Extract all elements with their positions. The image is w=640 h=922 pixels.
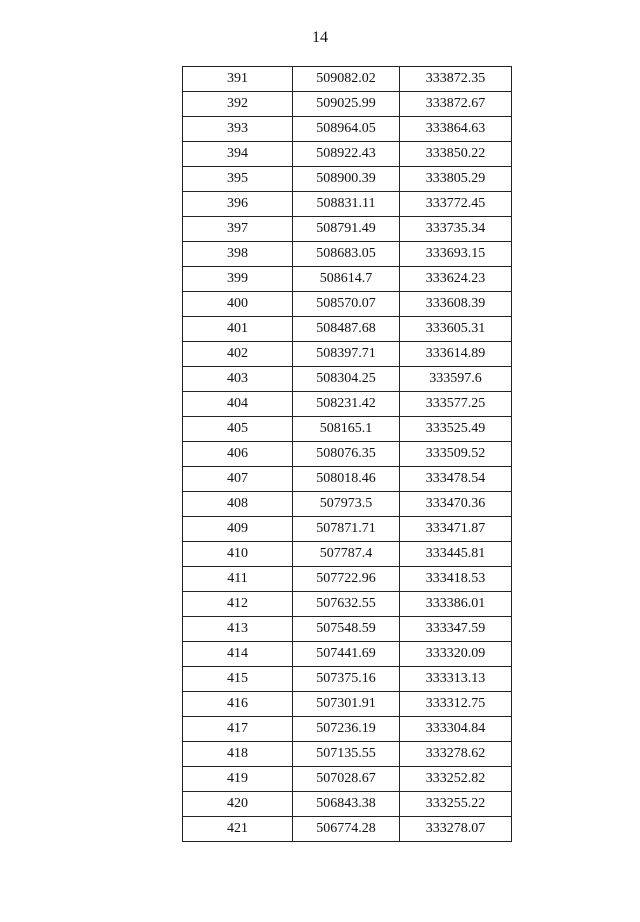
y-coordinate-cell: 333313.13 xyxy=(400,667,512,692)
y-coordinate-cell: 333735.34 xyxy=(400,217,512,242)
table-row xyxy=(183,592,512,617)
point-number-cell: 419 xyxy=(183,767,293,792)
table-row xyxy=(183,217,512,242)
table-row xyxy=(183,617,512,642)
page-number: 14 xyxy=(312,29,328,46)
y-coordinate-cell: 333304.84 xyxy=(400,717,512,742)
table-row xyxy=(183,267,512,292)
table-row xyxy=(183,442,512,467)
x-coordinate-cell: 507871.71 xyxy=(293,517,400,542)
y-coordinate-cell: 333418.53 xyxy=(400,567,512,592)
point-number-cell: 403 xyxy=(183,367,293,392)
y-coordinate-cell: 333312.75 xyxy=(400,692,512,717)
x-coordinate-cell: 507632.55 xyxy=(293,592,400,617)
point-number-cell: 407 xyxy=(183,467,293,492)
table-row xyxy=(183,242,512,267)
table-row xyxy=(183,192,512,217)
x-coordinate-cell: 508165.1 xyxy=(293,417,400,442)
point-number-cell: 398 xyxy=(183,242,293,267)
table-row xyxy=(183,392,512,417)
table-row xyxy=(183,92,512,117)
point-number-cell: 413 xyxy=(183,617,293,642)
table-row xyxy=(183,417,512,442)
y-coordinate-cell: 333605.31 xyxy=(400,317,512,342)
table-row xyxy=(183,317,512,342)
point-number-cell: 406 xyxy=(183,442,293,467)
x-coordinate-cell: 508922.43 xyxy=(293,142,400,167)
x-coordinate-cell: 508831.11 xyxy=(293,192,400,217)
x-coordinate-cell: 507375.16 xyxy=(293,667,400,692)
table-row xyxy=(183,567,512,592)
point-number-cell: 410 xyxy=(183,542,293,567)
x-coordinate-cell: 508964.05 xyxy=(293,117,400,142)
x-coordinate-cell: 507028.67 xyxy=(293,767,400,792)
x-coordinate-cell: 508570.07 xyxy=(293,292,400,317)
point-number-cell: 411 xyxy=(183,567,293,592)
x-coordinate-cell: 507787.4 xyxy=(293,542,400,567)
point-number-cell: 417 xyxy=(183,717,293,742)
y-coordinate-cell: 333445.81 xyxy=(400,542,512,567)
y-coordinate-cell: 333252.82 xyxy=(400,767,512,792)
x-coordinate-cell: 507722.96 xyxy=(293,567,400,592)
point-number-cell: 397 xyxy=(183,217,293,242)
y-coordinate-cell: 333320.09 xyxy=(400,642,512,667)
x-coordinate-cell: 508487.68 xyxy=(293,317,400,342)
x-coordinate-cell: 507236.19 xyxy=(293,717,400,742)
point-number-cell: 394 xyxy=(183,142,293,167)
y-coordinate-cell: 333278.07 xyxy=(400,817,512,842)
x-coordinate-cell: 508076.35 xyxy=(293,442,400,467)
point-number-cell: 401 xyxy=(183,317,293,342)
table-row xyxy=(183,792,512,817)
y-coordinate-cell: 333347.59 xyxy=(400,617,512,642)
x-coordinate-cell: 508018.46 xyxy=(293,467,400,492)
x-coordinate-cell: 508614.7 xyxy=(293,267,400,292)
x-coordinate-cell: 508397.71 xyxy=(293,342,400,367)
table-row xyxy=(183,367,512,392)
table-row xyxy=(183,492,512,517)
x-coordinate-cell: 507548.59 xyxy=(293,617,400,642)
table-row xyxy=(183,767,512,792)
x-coordinate-cell: 509025.99 xyxy=(293,92,400,117)
table-row xyxy=(183,717,512,742)
y-coordinate-cell: 333805.29 xyxy=(400,167,512,192)
x-coordinate-cell: 508791.49 xyxy=(293,217,400,242)
point-number-cell: 391 xyxy=(183,67,293,92)
y-coordinate-cell: 333608.39 xyxy=(400,292,512,317)
table-row xyxy=(183,667,512,692)
point-number-cell: 396 xyxy=(183,192,293,217)
y-coordinate-cell: 333509.52 xyxy=(400,442,512,467)
table-row xyxy=(183,742,512,767)
y-coordinate-cell: 333872.35 xyxy=(400,67,512,92)
point-number-cell: 415 xyxy=(183,667,293,692)
point-number-cell: 392 xyxy=(183,92,293,117)
point-number-cell: 414 xyxy=(183,642,293,667)
table-row xyxy=(183,467,512,492)
table-row xyxy=(183,167,512,192)
table-row xyxy=(183,817,512,842)
y-coordinate-cell: 333278.62 xyxy=(400,742,512,767)
point-number-cell: 393 xyxy=(183,117,293,142)
x-coordinate-cell: 508683.05 xyxy=(293,242,400,267)
point-number-cell: 408 xyxy=(183,492,293,517)
table-row xyxy=(183,642,512,667)
table-row xyxy=(183,117,512,142)
table-row xyxy=(183,67,512,92)
y-coordinate-cell: 333772.45 xyxy=(400,192,512,217)
table-row xyxy=(183,142,512,167)
point-number-cell: 395 xyxy=(183,167,293,192)
x-coordinate-cell: 508900.39 xyxy=(293,167,400,192)
point-number-cell: 412 xyxy=(183,592,293,617)
y-coordinate-cell: 333850.22 xyxy=(400,142,512,167)
point-number-cell: 420 xyxy=(183,792,293,817)
y-coordinate-cell: 333577.25 xyxy=(400,392,512,417)
point-number-cell: 399 xyxy=(183,267,293,292)
point-number-cell: 402 xyxy=(183,342,293,367)
x-coordinate-cell: 508304.25 xyxy=(293,367,400,392)
y-coordinate-cell: 333386.01 xyxy=(400,592,512,617)
y-coordinate-cell: 333255.22 xyxy=(400,792,512,817)
y-coordinate-cell: 333597.6 xyxy=(400,367,512,392)
x-coordinate-cell: 506774.28 xyxy=(293,817,400,842)
y-coordinate-cell: 333470.36 xyxy=(400,492,512,517)
y-coordinate-cell: 333864.63 xyxy=(400,117,512,142)
coordinates-table-body xyxy=(183,67,512,842)
point-number-cell: 416 xyxy=(183,692,293,717)
table-row xyxy=(183,692,512,717)
y-coordinate-cell: 333525.49 xyxy=(400,417,512,442)
x-coordinate-cell: 508231.42 xyxy=(293,392,400,417)
table-row xyxy=(183,292,512,317)
table-row xyxy=(183,517,512,542)
table-row xyxy=(183,342,512,367)
x-coordinate-cell: 509082.02 xyxy=(293,67,400,92)
coordinates-table xyxy=(182,66,512,842)
point-number-cell: 418 xyxy=(183,742,293,767)
y-coordinate-cell: 333614.89 xyxy=(400,342,512,367)
y-coordinate-cell: 333693.15 xyxy=(400,242,512,267)
x-coordinate-cell: 506843.38 xyxy=(293,792,400,817)
point-number-cell: 421 xyxy=(183,817,293,842)
y-coordinate-cell: 333478.54 xyxy=(400,467,512,492)
x-coordinate-cell: 507135.55 xyxy=(293,742,400,767)
point-number-cell: 404 xyxy=(183,392,293,417)
y-coordinate-cell: 333471.87 xyxy=(400,517,512,542)
table-row xyxy=(183,542,512,567)
x-coordinate-cell: 507973.5 xyxy=(293,492,400,517)
point-number-cell: 409 xyxy=(183,517,293,542)
y-coordinate-cell: 333624.23 xyxy=(400,267,512,292)
x-coordinate-cell: 507301.91 xyxy=(293,692,400,717)
x-coordinate-cell: 507441.69 xyxy=(293,642,400,667)
y-coordinate-cell: 333872.67 xyxy=(400,92,512,117)
point-number-cell: 400 xyxy=(183,292,293,317)
point-number-cell: 405 xyxy=(183,417,293,442)
